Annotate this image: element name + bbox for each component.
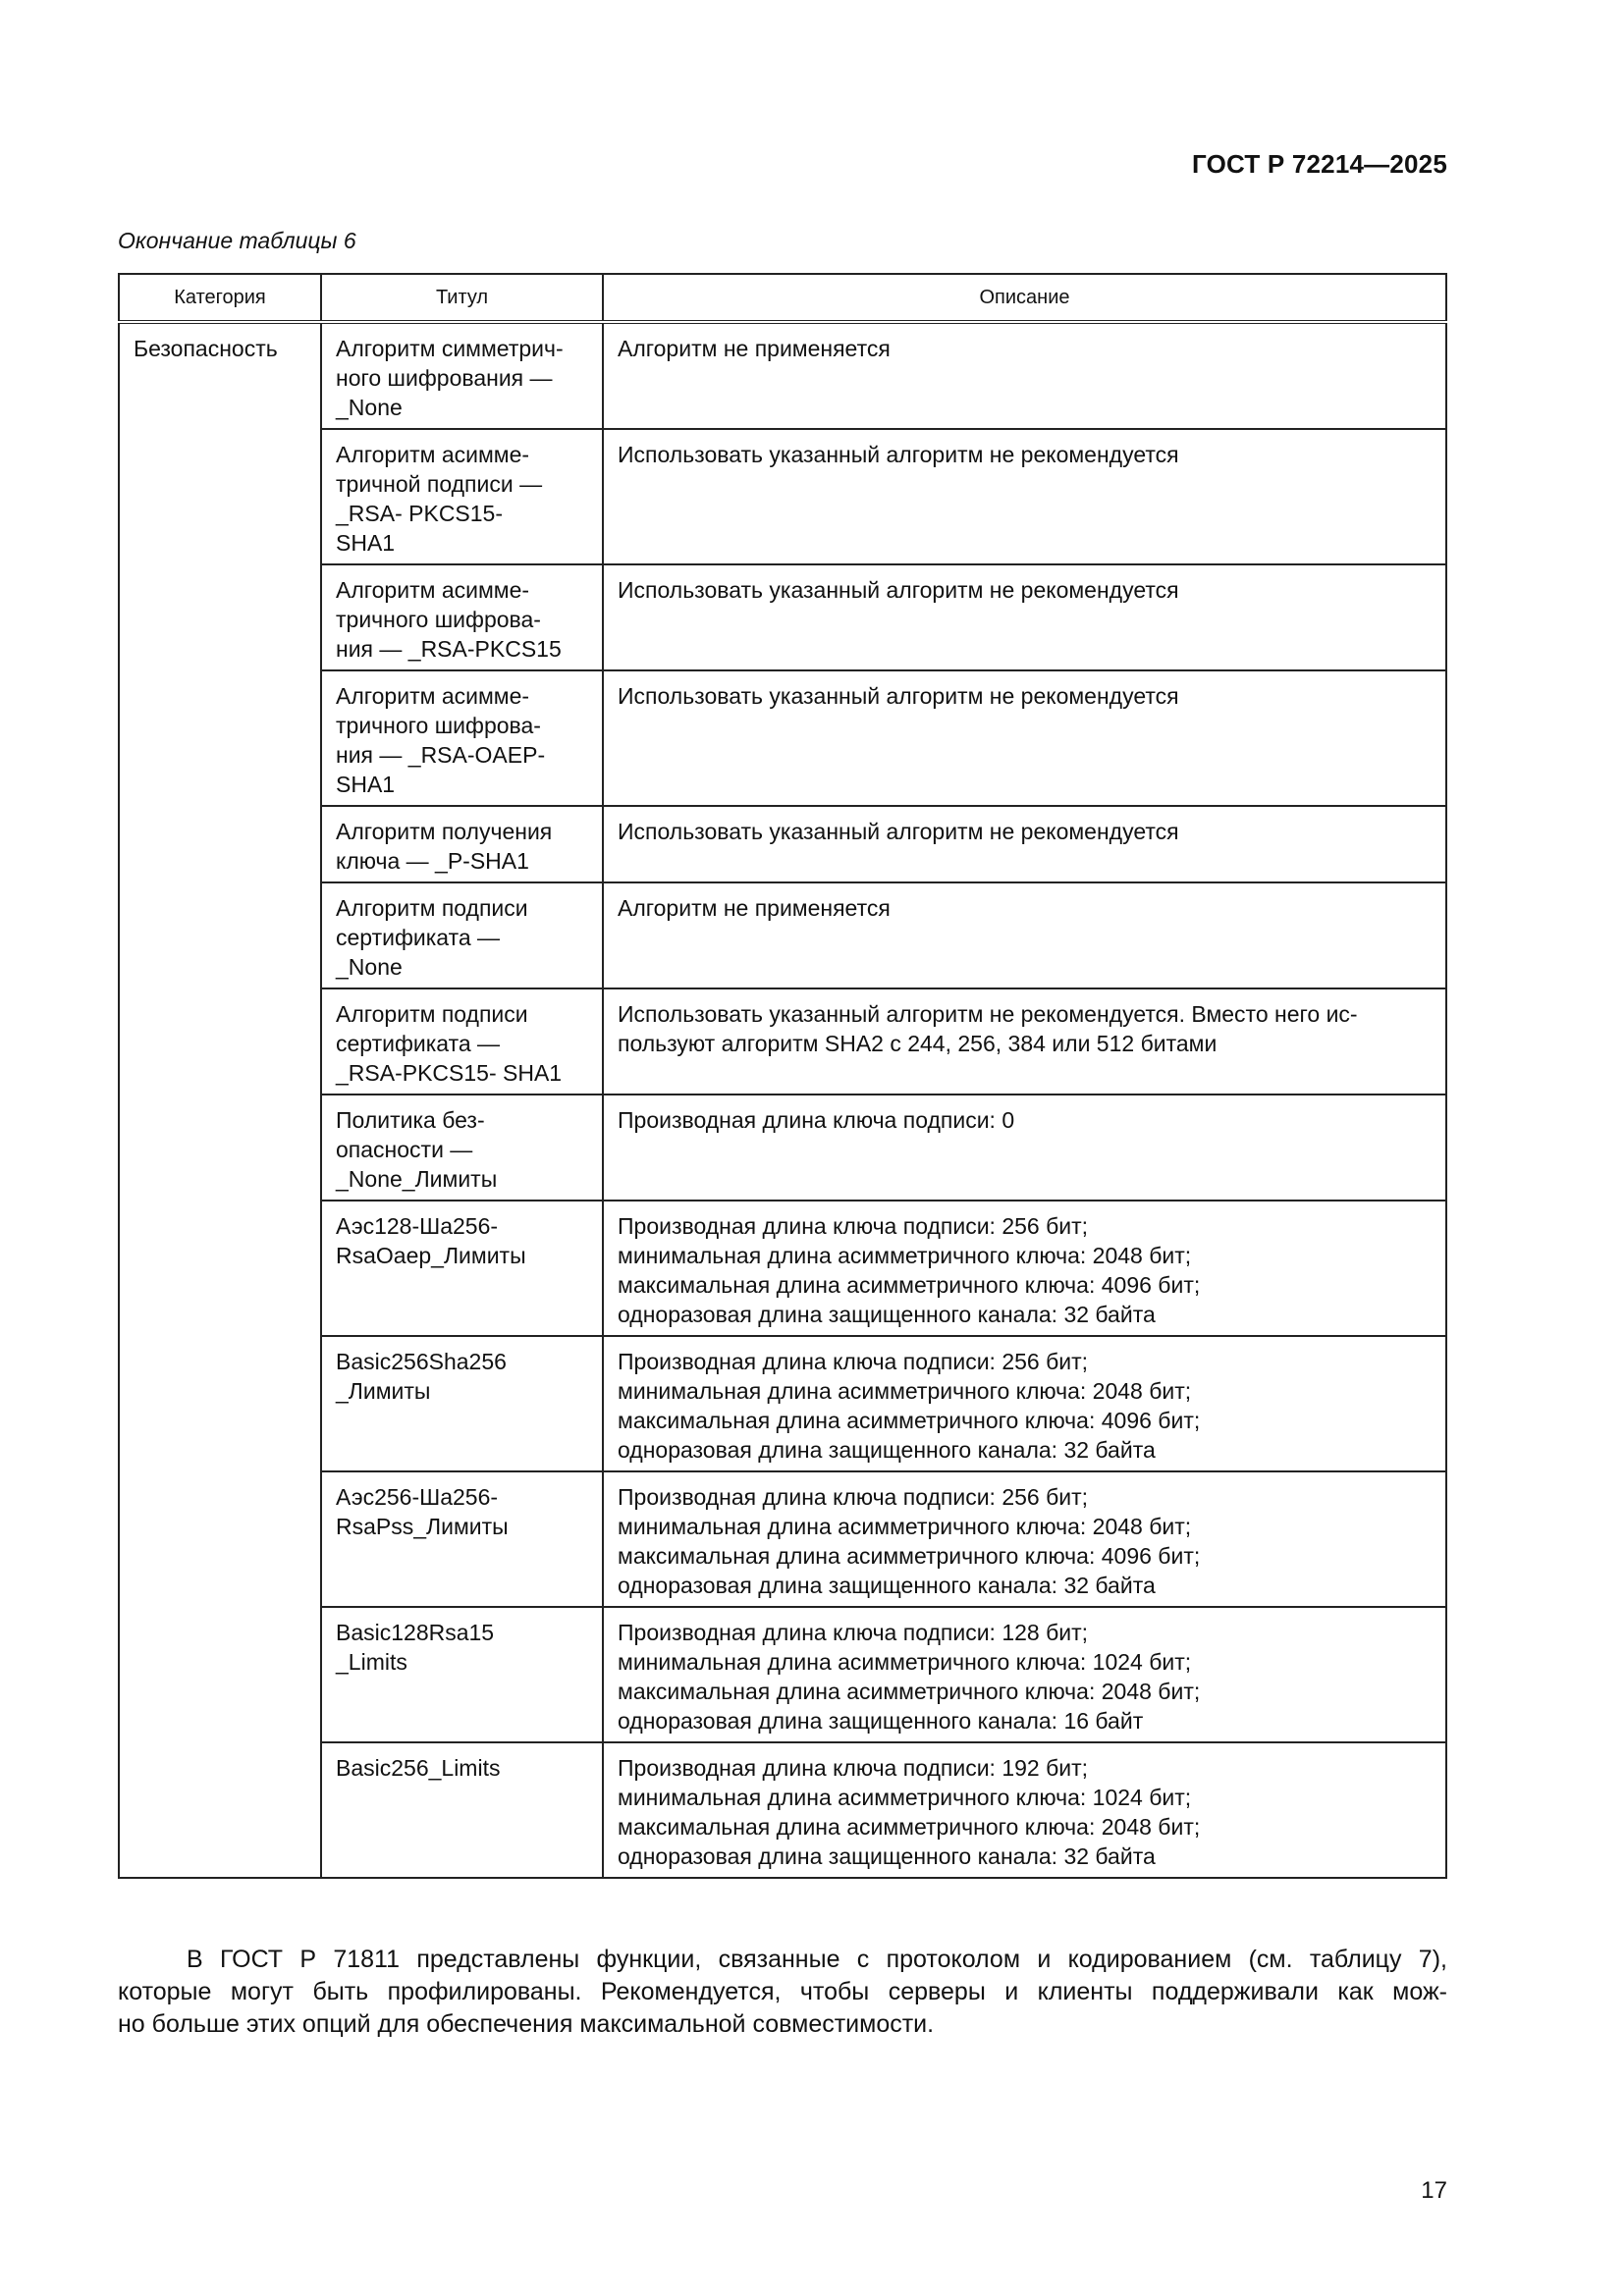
title-line: Аэс256-Ша256-	[336, 1484, 499, 1510]
table-header-row	[119, 274, 1446, 322]
title-line: Алгоритм асимме-	[336, 442, 530, 467]
paragraph-line: но больше этих опций для обеспечения максимальной совместимости.	[118, 2010, 935, 2038]
title-line: _RSA- PKCS15-	[336, 501, 504, 526]
title-cell	[321, 806, 603, 882]
description-line: минимальная длина асимметричного ключа: 1024 бит;	[618, 1649, 1192, 1675]
title-line: Алгоритм подписи	[336, 1001, 528, 1027]
description-line: максимальная длина асимметричного ключа: 2048 бит;	[618, 1679, 1201, 1704]
title-line: Basic256_Limits	[336, 1755, 501, 1781]
description-line: максимальная длина асимметричного ключа: 4096 бит;	[618, 1543, 1201, 1569]
title-line: ния — _RSA-PKCS15	[336, 636, 562, 662]
title-line: ключа — _P-SHA1	[336, 848, 529, 874]
title-line: _RSA-PKCS15- SHA1	[336, 1060, 563, 1086]
description-line: Использовать указанный алгоритм не рекомендуется. Вместо него ис-	[618, 1001, 1358, 1027]
title-line: RsaОаер_Лимиты	[336, 1243, 526, 1268]
title-cell	[321, 1742, 603, 1878]
description-line: Использовать указанный алгоритм не рекомендуется	[618, 577, 1179, 603]
description-line: Производная длина ключа подписи: 256 бит;	[618, 1484, 1089, 1510]
description-line: Использовать указанный алгоритм не рекомендуется	[618, 442, 1179, 467]
title-line: тричной подписи —	[336, 471, 543, 497]
description-line: Алгоритм не применяется	[618, 336, 891, 361]
title-line: ния — _RSA-OAEP-	[336, 742, 546, 768]
title-line: _Лимиты	[336, 1378, 431, 1404]
title-line: Алгоритм асимме-	[336, 683, 530, 709]
description-line: Производная длина ключа подписи: 0	[618, 1107, 1015, 1133]
title-cell	[321, 988, 603, 1095]
paragraph-line: которые могут быть профилированы. Рекомендуется, чтобы серверы и клиенты поддерживали как мож-	[118, 1978, 1447, 2005]
description-cell	[603, 429, 1446, 564]
title-cell	[321, 1201, 603, 1336]
title-cell	[321, 1095, 603, 1201]
title-line: Basic128Rsa15	[336, 1620, 495, 1645]
title-cell	[321, 429, 603, 564]
title-line: Политика без-	[336, 1107, 485, 1133]
description-line: максимальная длина асимметричного ключа: 4096 бит;	[618, 1272, 1201, 1298]
page-number: 17	[1421, 2177, 1447, 2204]
title-line: Аэс128-Ша256-	[336, 1213, 499, 1239]
body-paragraph	[118, 1944, 1447, 2041]
description-line: Производная длина ключа подписи: 192 бит;	[618, 1755, 1089, 1781]
description-line: Использовать указанный алгоритм не рекомендуется	[618, 683, 1179, 709]
paragraph-line: В ГОСТ Р 71811 представлены функции, связанные с протоколом и кодированием (см. таблицу 7),	[187, 1946, 1447, 1973]
description-line: минимальная длина асимметричного ключа: 2048 бит;	[618, 1378, 1192, 1404]
title-line: _None_Лимиты	[336, 1166, 498, 1192]
header-category: Категория	[119, 274, 321, 322]
description-cell	[603, 322, 1446, 429]
header-description: Описание	[603, 274, 1446, 322]
title-line: Basic256Sha256	[336, 1349, 507, 1374]
title-cell	[321, 1607, 603, 1742]
title-line: SHA1	[336, 530, 396, 556]
description-line: Производная длина ключа подписи: 128 бит;	[618, 1620, 1089, 1645]
title-line: Алгоритм получения	[336, 819, 553, 844]
description-line: одноразовая длина защищенного канала: 32 байта	[618, 1437, 1156, 1463]
title-line: RsaPss_Лимиты	[336, 1514, 509, 1539]
category-cell: Безопасность	[119, 322, 321, 1878]
description-line: минимальная длина асимметричного ключа: 1024 бит;	[618, 1785, 1192, 1810]
description-line: максимальная длина асимметричного ключа: 2048 бит;	[618, 1814, 1201, 1840]
description-line: одноразовая длина защищенного канала: 16 байт	[618, 1708, 1144, 1734]
title-line: _Limits	[336, 1649, 407, 1675]
table-caption: Окончание таблицы 6	[118, 228, 356, 253]
title-line: _None	[336, 954, 403, 980]
title-line: SHA1	[336, 772, 396, 797]
title-cell	[321, 564, 603, 670]
table-row	[119, 322, 1446, 429]
description-cell	[603, 670, 1446, 806]
title-line: Алгоритм подписи	[336, 895, 528, 921]
title-cell	[321, 1471, 603, 1607]
description-line: Использовать указанный алгоритм не рекомендуется	[618, 819, 1179, 844]
description-line: пользуют алгоритм SHA2 с 244, 256, 384 или 512 битами	[618, 1031, 1218, 1056]
description-line: Алгоритм не применяется	[618, 895, 891, 921]
description-cell	[603, 1095, 1446, 1201]
title-line: опасности —	[336, 1137, 473, 1162]
title-cell	[321, 322, 603, 429]
description-cell	[603, 1742, 1446, 1878]
description-cell	[603, 1607, 1446, 1742]
title-line: тричного шифрова-	[336, 713, 541, 738]
title-line: тричного шифрова-	[336, 607, 541, 632]
title-cell	[321, 670, 603, 806]
description-line: Производная длина ключа подписи: 256 бит;	[618, 1349, 1089, 1374]
title-cell	[321, 1336, 603, 1471]
title-line: _None	[336, 395, 403, 420]
description-line: максимальная длина асимметричного ключа: 4096 бит;	[618, 1408, 1201, 1433]
description-line: минимальная длина асимметричного ключа: 2048 бит;	[618, 1243, 1192, 1268]
description-line: одноразовая длина защищенного канала: 32 байта	[618, 1843, 1156, 1869]
description-line: одноразовая длина защищенного канала: 32 байта	[618, 1302, 1156, 1327]
description-cell	[603, 564, 1446, 670]
header-title: Титул	[321, 274, 603, 322]
description-cell	[603, 882, 1446, 988]
title-line: Алгоритм асимме-	[336, 577, 530, 603]
description-cell	[603, 1471, 1446, 1607]
title-line: сертификата —	[336, 925, 501, 950]
title-line: Алгоритм симметрич-	[336, 336, 564, 361]
table-body	[119, 322, 1446, 1878]
description-cell	[603, 1201, 1446, 1336]
description-cell	[603, 988, 1446, 1095]
security-table	[118, 273, 1447, 1879]
description-cell	[603, 806, 1446, 882]
document-id: ГОСТ Р 72214—2025	[1192, 149, 1447, 179]
description-cell	[603, 1336, 1446, 1471]
title-cell	[321, 882, 603, 988]
description-line: Производная длина ключа подписи: 256 бит;	[618, 1213, 1089, 1239]
title-line: сертификата —	[336, 1031, 501, 1056]
description-line: минимальная длина асимметричного ключа: 2048 бит;	[618, 1514, 1192, 1539]
description-line: одноразовая длина защищенного канала: 32 байта	[618, 1573, 1156, 1598]
title-line: ного шифрования —	[336, 365, 553, 391]
